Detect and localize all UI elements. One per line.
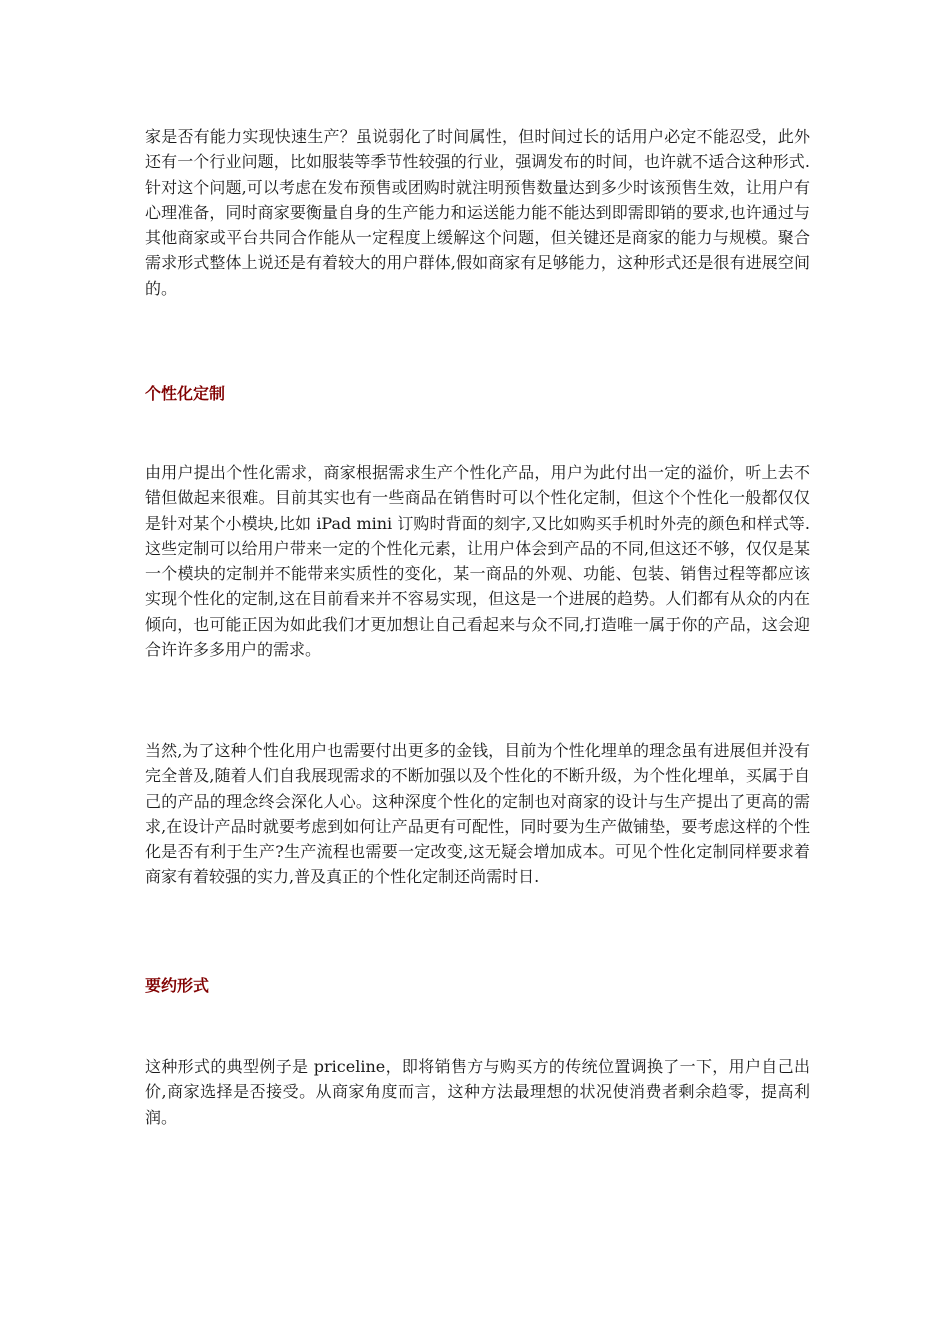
paragraph-personalization-cost: 当然,为了这种个性化用户也需要付出更多的金钱，目前为个性化埋单的理念虽有进展但并没有完全普及,随着人们自我展现需求的不断加强以及个性化的不断升级，为个性化埋单，买属于自己的产品的理念终会深化人心。这种深度个性化的定制也对商家的设计与生产提出了更高的需求,在设计产品时就要考虑到如何让产品更有可配性，同时要为生产做铺垫，要考虑这样的个性化是否有利于生产?生产流程也需要一定改变,这无疑会增加成本。可见个性化定制同样要求着商家有着较强的实力,普及真正的个性化定制还尚需时日.	[145, 741, 810, 887]
paragraph-offer-form: 这种形式的典型例子是 priceline，即将销售方与购买方的传统位置调换了一下，用户自己出价,商家选择是否接受。从商家角度而言，这种方法最理想的状况使消费者剩余趋零，提高利润。	[145, 1057, 810, 1127]
section-heading-offer-form: 要约形式	[145, 976, 210, 995]
paragraph-personalization-intro: 由用户提出个性化需求，商家根据需求生产个性化产品，用户为此付出一定的溢价，听上去不错但做起来很难。目前其实也有一些商品在销售时可以个性化定制，但这个个性化一般都仅仅是针对某个小模块,比如 iPad mini 订购时背面的刻字,又比如购买手机时外壳的颜色和样式等.这些定制可以给用户带来一定的个性化元素，让用户体会到产品的不同,但这还不够，仅仅是某一个模块的定制并不能带来实质性的变化，某一商品的外观、功能、包装、销售过程等都应该实现个性化的定制,这在目前看来并不容易实现，但这是一个进展的趋势。人们都有从众的内在倾向，也可能正因为如此我们才更加想让自己看起来与众不同,打造唯一属于你的产品，这会迎合许许多多用户的需求。	[145, 463, 810, 660]
paragraph-aggregate-demand: 家是否有能力实现快速生产？虽说弱化了时间属性，但时间过长的话用户必定不能忍受，此外还有一个行业问题，比如服装等季节性较强的行业，强调发布的时间，也许就不适合这种形式.针对这个问题,可以考虑在发布预售或团购时就注明预售数量达到多少时该预售生效，让用户有心理准备，同时商家要衡量自身的生产能力和运送能力能不能达到即需即销的要求,也许通过与其他商家或平台共同合作能从一定程度上缓解这个问题，但关键还是商家的能力与规模。聚合需求形式整体上说还是有着较大的用户群体,假如商家有足够能力，这种形式还是很有进展空间的。	[145, 127, 810, 298]
section-heading-personalized-customization: 个性化定制	[145, 384, 226, 403]
